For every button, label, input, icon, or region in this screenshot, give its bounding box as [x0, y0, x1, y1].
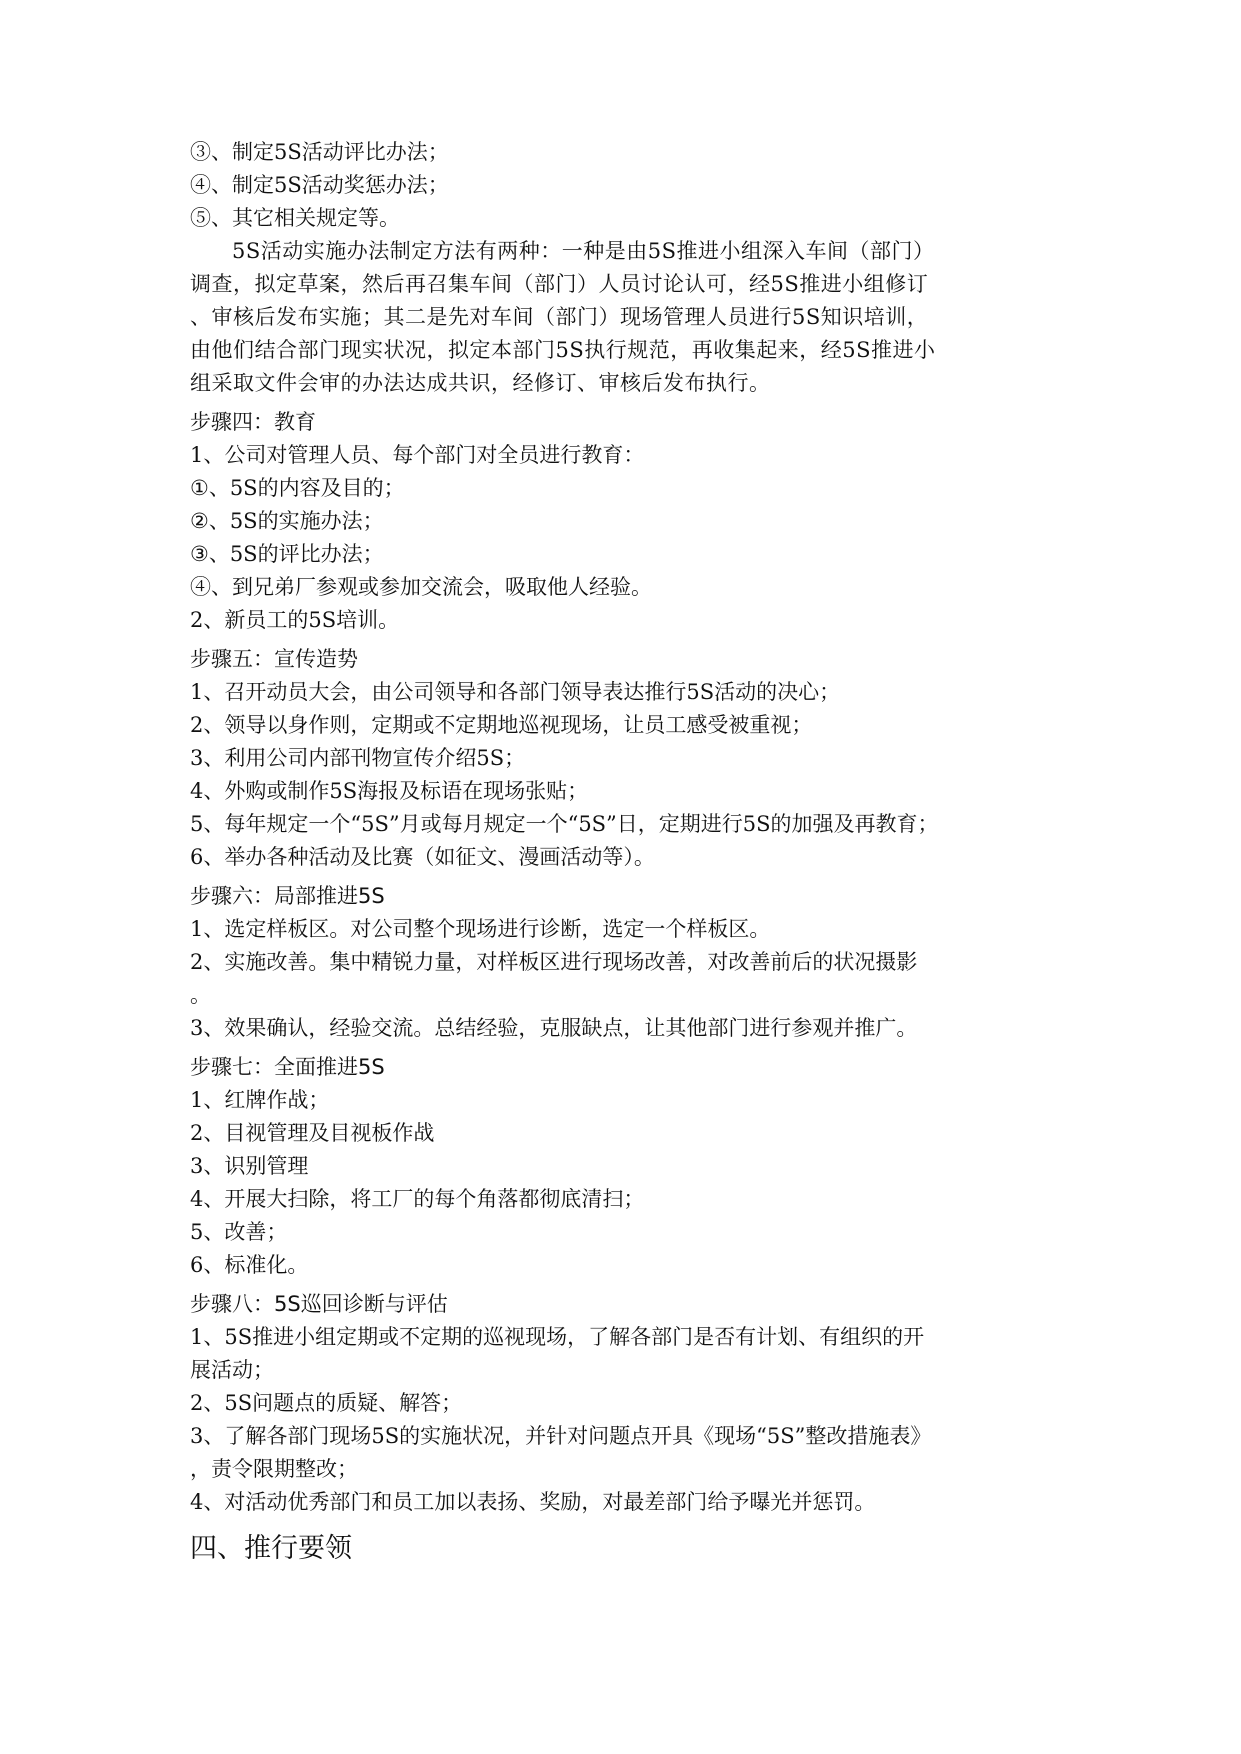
- step-line: ②、5S的实施办法；: [190, 509, 384, 533]
- step-line: 3、了解各部门现场5S的实施状况，并针对问题点开具《现场“5S”整改措施表》: [190, 1424, 932, 1448]
- step-line: 1、红牌作战；: [190, 1088, 330, 1112]
- step-section-6: [190, 880, 1060, 1045]
- step-line: ④、到兄弟厂参观或参加交流会，吸取他人经验。: [190, 575, 652, 599]
- step-section-8: [190, 1288, 1060, 1519]
- step-heading: 步骤八：5S巡回诊断与评估: [190, 1292, 448, 1316]
- step-section-7: [190, 1051, 1060, 1282]
- step-line: 4、对活动优秀部门和员工加以表扬、奖励，对最差部门给予曝光并惩罚。: [190, 1490, 876, 1514]
- step-heading: 步骤七：全面推进5S: [190, 1055, 385, 1079]
- step-line: 4、外购或制作5S海报及标语在现场张贴；: [190, 779, 589, 803]
- step-line: 1、召开动员大会，由公司领导和各部门领导表达推行5S活动的决心；: [190, 680, 841, 704]
- paragraph-line: 由他们结合部门现实状况，拟定本部门5S执行规范，再收集起来，经5S推进小: [190, 338, 936, 362]
- step-line: ③、5S的评比办法；: [190, 542, 384, 566]
- step-heading: 步骤四：教育: [190, 410, 316, 434]
- step-line: 3、识别管理: [190, 1154, 309, 1178]
- intro-paragraph: [190, 235, 1060, 400]
- step-line: 2、领导以身作则，定期或不定期地巡视现场，让员工感受被重视；: [190, 713, 813, 737]
- step-line: 2、5S问题点的质疑、解答；: [190, 1391, 463, 1415]
- paragraph-line: 5S活动实施办法制定方法有两种：一种是由5S推进小组深入车间（部门）: [232, 239, 935, 263]
- step-line: 5、每年规定一个“5S”月或每月规定一个“5S”日，定期进行5S的加强及再教育；: [190, 812, 939, 836]
- step-line: 3、效果确认，经验交流。总结经验，克服缺点，让其他部门进行参观并推广。: [190, 1016, 918, 1040]
- step-heading: 步骤五：宣传造势: [190, 647, 358, 671]
- intro-item: ④、制定5S活动奖惩办法；: [190, 173, 449, 197]
- step-line: ①、5S的内容及目的；: [190, 476, 405, 500]
- intro-item: ⑤、其它相关规定等。: [190, 206, 400, 230]
- step-line: 1、公司对管理人员、每个部门对全员进行教育：: [190, 443, 645, 467]
- step-line: 2、目视管理及目视板作战: [190, 1121, 435, 1145]
- step-line: 4、开展大扫除，将工厂的每个角落都彻底清扫；: [190, 1187, 645, 1211]
- step-section-4: [190, 406, 1060, 637]
- step-line: 5、改善；: [190, 1220, 288, 1244]
- paragraph-line: 组采取文件会审的办法达成共识，经修订、审核后发布执行。: [190, 371, 771, 395]
- step-heading: 步骤六：局部推进5S: [190, 884, 385, 908]
- document-body: [190, 136, 1060, 1569]
- step-line: ，责令限期整改；: [190, 1457, 358, 1481]
- step-line: 6、标准化。: [190, 1253, 309, 1277]
- step-line: 1、5S推进小组定期或不定期的巡视现场，了解各部门是否有计划、有组织的开: [190, 1325, 925, 1349]
- step-line: 1、选定样板区。对公司整个现场进行诊断，选定一个样板区。: [190, 917, 771, 941]
- section-title: 四、推行要领: [190, 1533, 352, 1564]
- step-line: 展活动；: [190, 1358, 274, 1382]
- step-line: 6、举办各种活动及比赛（如征文、漫画活动等）。: [190, 845, 655, 869]
- step-line: 3、利用公司内部刊物宣传介绍5S；: [190, 746, 526, 770]
- step-line: 2、新员工的5S培训。: [190, 608, 400, 632]
- paragraph-line: 、审核后发布实施；其二是先对车间（部门）现场管理人员进行5S知识培训，: [190, 305, 929, 329]
- intro-item: ③、制定5S活动评比办法；: [190, 140, 449, 164]
- step-line: 。: [190, 983, 211, 1007]
- step-section-5: [190, 643, 1060, 874]
- intro-list: [190, 136, 1060, 235]
- step-line: 2、实施改善。集中精锐力量，对样板区进行现场改善，对改善前后的状况摄影: [190, 950, 918, 974]
- paragraph-line: 调查，拟定草案，然后再召集车间（部门）人员讨论认可，经5S推进小组修订: [190, 272, 929, 296]
